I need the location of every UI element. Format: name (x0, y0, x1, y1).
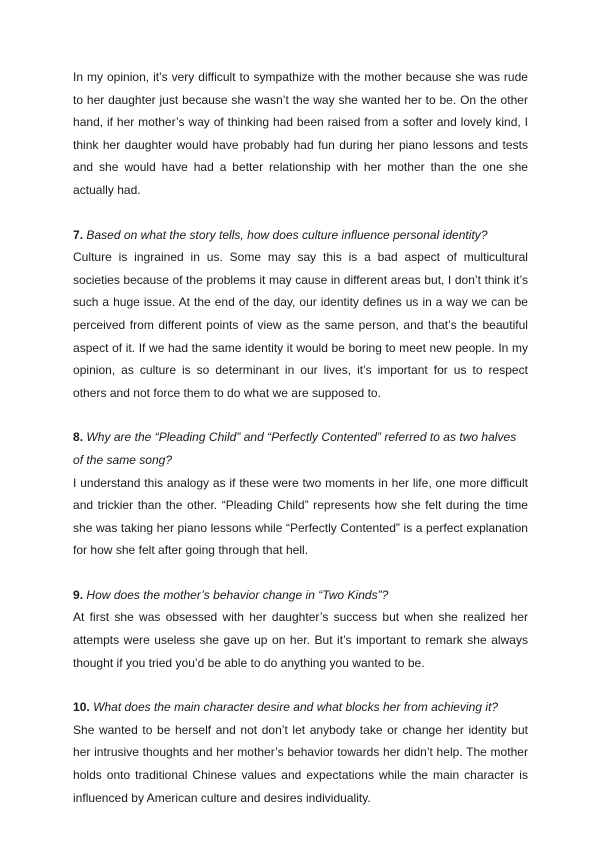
question-10-number: 10. (73, 700, 90, 715)
question-7 (73, 224, 528, 247)
answer-7: Culture is ingrained in us. Some may say this is a bad aspect of multicultural societies because of the problems it may cause in different areas but, I don’t think it’s such a huge issue. At the end of the day, our identity defines us in a way we can be perceived from different points of view as the same person, and that’s the beautiful aspect of it. If we had the same identity it would be boring to meet new people. In my opinion, as culture is so determinant in our lives, it’s important for us to respect others and not force them to do what we are supposed to. (73, 250, 528, 400)
question-7-block (73, 224, 528, 405)
question-10 (73, 696, 528, 719)
intro-block (73, 66, 528, 202)
question-8-number: 8. (73, 430, 84, 445)
answer-9: At first she was obsessed with her daughter’s success but when she realized her attempts were useless she gave up on her. But it’s important to remark she always thought if you tried you’d be able to do anything you wanted to be. (73, 610, 528, 670)
question-7-text: Based on what the story tells, how does culture influence personal identity? (86, 227, 488, 242)
question-9-text: How does the mother’s behavior change in “Two Kinds”? (86, 587, 389, 602)
question-10-text: What does the main character desire and what blocks her from achieving it? (93, 700, 499, 715)
answer-10: She wanted to be herself and not don’t let anybody take or change her identity but her intrusive thoughts and her mother’s behavior towards her didn’t help. The mother holds onto traditional Chinese values and expectations while the main character is influenced by American culture and desires individuality. (73, 722, 528, 805)
question-8 (73, 426, 528, 471)
question-8-block (73, 426, 528, 562)
document-page (73, 66, 528, 831)
answer-8: I understand this analogy as if these were two moments in her life, one more difficult and trickier than the other. “Pleading Child” represents how she felt during the time she was taking her piano lessons while “Perfectly Contented” is a perfect explanation for how she felt after going through that hell. (73, 475, 528, 558)
question-9 (73, 584, 528, 607)
intro-paragraph: In my opinion, it’s very difficult to sympathize with the mother because she was rude to her daughter just because she wasn’t the way she wanted her to be. On the other hand, if her mother’s way of thinking had been raised from a softer and lovely kind, I think her daughter would have probably had fun during her piano lessons and tests and she would have had a better relationship with her mother than the one she actually had. (73, 70, 528, 197)
question-10-block (73, 696, 528, 809)
question-9-number: 9. (73, 587, 84, 602)
question-8-text: Why are the “Pleading Child” and “Perfectly Contented” referred to as two halves of the same song? (73, 430, 517, 467)
question-9-block (73, 584, 528, 674)
question-7-number: 7. (73, 227, 84, 242)
